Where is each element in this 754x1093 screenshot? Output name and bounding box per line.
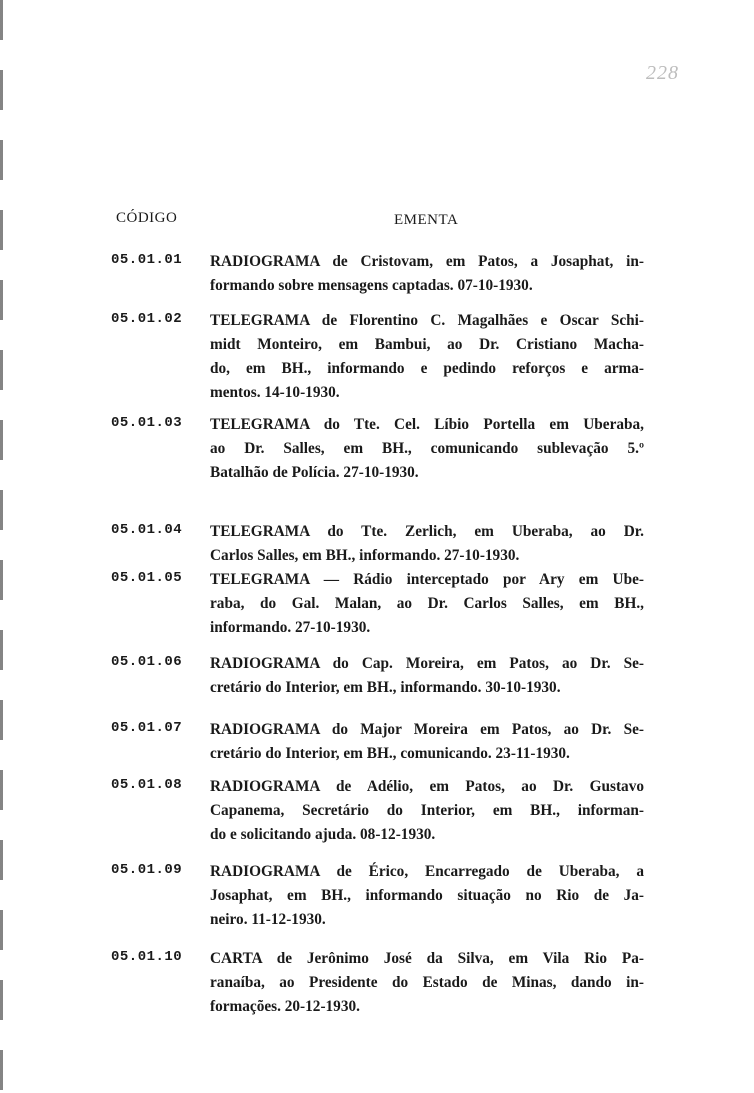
entry-code: 05.01.06 [111,654,183,670]
entry-summary [210,860,644,932]
column-header-ementa: EMENTA [394,212,459,228]
entry-summary [210,652,644,700]
entry-code: 05.01.03 [111,415,183,431]
entry-summary [210,309,644,405]
entry-summary [210,947,644,1019]
entry-summary-line: cretário do Interior, em BH., informando. 30-10-1930. [210,679,561,696]
list-item [0,520,754,568]
entry-summary [210,520,644,568]
entry-code: 05.01.02 [111,311,183,327]
entry-summary-line: RADIOGRAMA do Major Moreira em Patos, ao Dr. Se- [210,721,644,738]
list-item [0,568,754,640]
entry-summary-line: do e solicitando ajuda. 08-12-1930. [210,826,436,843]
entry-summary-line: neiro. 11-12-1930. [210,911,326,928]
entry-code: 05.01.10 [111,949,183,965]
list-item [0,652,754,700]
entry-summary-line: Batalhão de Polícia. 27-10-1930. [210,464,419,481]
entry-summary-line: ranaíba, ao Presidente do Estado de Minas, dando in- [210,974,644,991]
entry-summary-line: Capanema, Secretário do Interior, em BH., informan- [210,802,644,819]
entry-summary [210,413,644,485]
entry-summary-line: mentos. 14-10-1930. [210,384,340,401]
entry-summary-line: RADIOGRAMA de Adélio, em Patos, ao Dr. Gustavo [210,778,644,795]
entry-summary-line: do, em BH., informando e pedindo reforços e arma- [210,360,644,377]
list-item [0,413,754,485]
entry-summary-line: RADIOGRAMA do Cap. Moreira, em Patos, ao Dr. Se- [210,655,644,672]
column-header-code: CÓDIGO [116,210,178,226]
entry-summary-line: TELEGRAMA — Rádio interceptado por Ary em Ube- [210,571,644,588]
entry-summary-line: formações. 20-12-1930. [210,998,360,1015]
entry-code: 05.01.07 [111,720,183,736]
list-item [0,718,754,766]
entry-summary-line: RADIOGRAMA de Cristovam, em Patos, a Josaphat, in- [210,253,644,270]
entry-summary-line: raba, do Gal. Malan, ao Dr. Carlos Salles, em BH., [210,595,644,612]
entry-code: 05.01.09 [111,862,183,878]
entry-summary-line: formando sobre mensagens captadas. 07-10-1930. [210,277,533,294]
entry-summary-line: Carlos Salles, em BH., informando. 27-10-1930. [210,547,520,564]
list-item [0,250,754,298]
entry-summary-line: TELEGRAMA do Tte. Zerlich, em Uberaba, ao Dr. [210,523,644,540]
list-item [0,947,754,1019]
entry-summary-line: midt Monteiro, em Bambui, ao Dr. Cristiano Macha- [210,336,644,353]
entry-summary-line: Josaphat, em BH., informando situação no Rio de Ja- [210,887,644,904]
list-item [0,860,754,932]
list-item [0,309,754,405]
entry-summary-line: TELEGRAMA de Florentino C. Magalhães e Oscar Schi- [210,312,644,329]
entry-summary-line: TELEGRAMA do Tte. Cel. Líbio Portella em Uberaba, [210,416,644,433]
entry-summary [210,250,644,298]
entry-code: 05.01.01 [111,252,183,268]
entry-summary [210,718,644,766]
table-header [0,210,754,238]
entry-summary-line: informando. 27-10-1930. [210,619,371,636]
page-number: 228 [646,62,679,84]
entry-summary-line: cretário do Interior, em BH., comunicando. 23-11-1930. [210,745,570,762]
entry-summary-line: ao Dr. Salles, em BH., comunicando sublevação 5.º [210,440,644,457]
entry-summary-line: RADIOGRAMA de Érico, Encarregado de Uberaba, a [210,863,644,880]
entry-code: 05.01.05 [111,570,183,586]
entry-summary [210,775,644,847]
entry-code: 05.01.04 [111,522,183,538]
entry-summary [210,568,644,640]
list-item [0,775,754,847]
entry-summary-line: CARTA de Jerônimo José da Silva, em Vila Rio Pa- [210,950,644,967]
entry-code: 05.01.08 [111,777,183,793]
